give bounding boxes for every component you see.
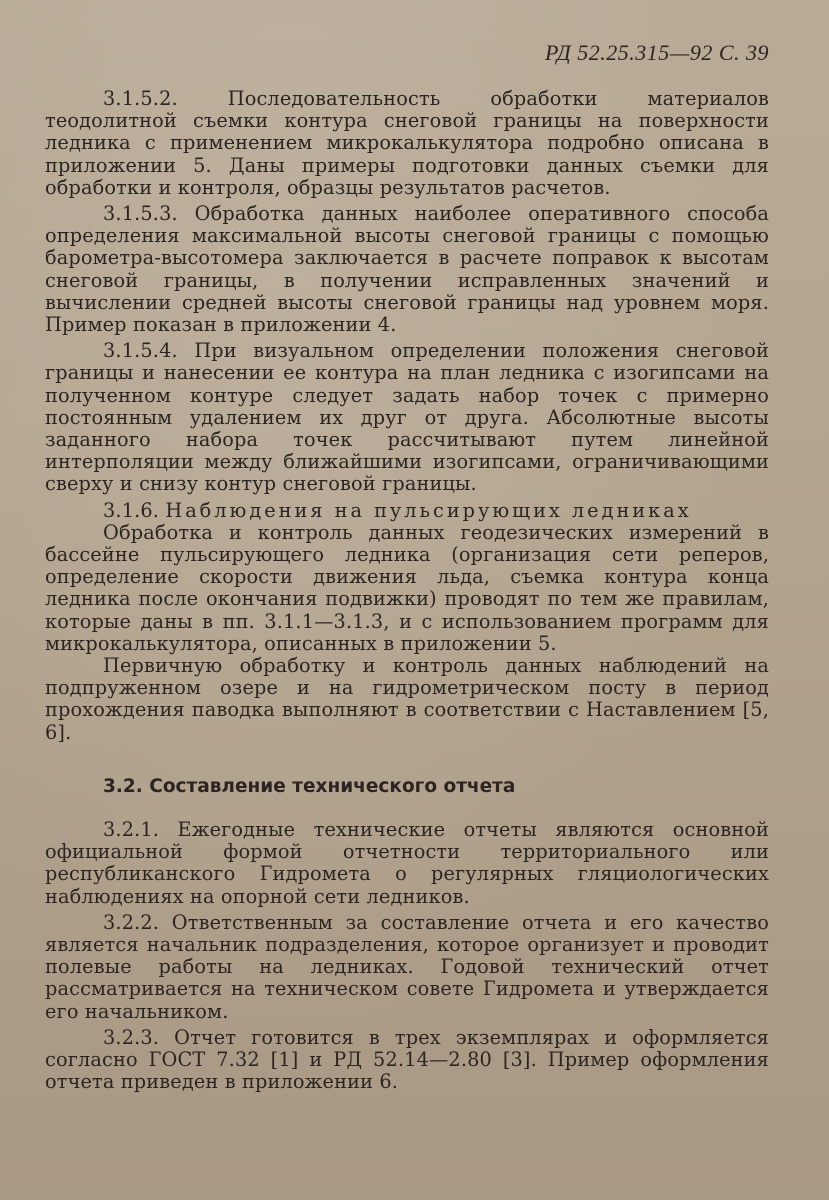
paragraph-3-1-6-flood: Первичную обработку и контроль данных наблюдений на подпруженном озере и на гидрометрическом посту в период прохождения паводка выполняют в соответствии с Наставлением [5, 6]. xyxy=(45,654,769,744)
running-header: РД 52.25.315—92 С. 39 xyxy=(545,40,769,65)
paragraph-3-1-5-2: 3.1.5.2. Последовательность обработки материалов теодолитной съемки контура снеговой границы на поверхности ледника с применением микрокалькулятора подробно описана в приложении 5. Даны примеры подготовки данных съемки для обработки и контроля, образцы результатов расчетов. xyxy=(45,87,769,199)
paragraph-3-1-6-body: Обработка и контроль данных геодезических измерений в бассейне пульсирующего ледника (организация сети реперов, определение скорости движения льда, съемка контура конца ледника после окончания подвижки) проводят по тем же правилам, которые даны в пп. 3.1.1—3.1.3, и с использованием программ для микрокалькулятора, описанных в приложении 5. xyxy=(45,520,769,655)
paragraph-3-2-3: 3.2.3. Отчет готовится в трех экземплярах и оформляется согласно ГОСТ 7.32 [1] и РД 52.14—2.80 [3]. Пример оформления отчета приведен в приложении 6. xyxy=(45,1025,769,1094)
paragraph-3-2-2: 3.2.2. Ответственным за составление отчета и его качество является начальник подразделения, которое организует и проводит полевые работы на ледниках. Годовой технический отчет рассматривается на техническом совете Гидромета и утверждается его начальником. xyxy=(45,910,769,1023)
subsection-title-text: Наблюдения на пульсирующих ледниках xyxy=(165,498,692,522)
subsection-3-1-6-title xyxy=(45,500,769,522)
paragraph-3-1-5-4: 3.1.5.4. При визуальном определении положения снеговой границы и нанесении ее контура на план ледника с изогипсами на полученном контуре следует задать набор точек с примерно постоянным удалением их друг от друга. Абсолютные высоты заданного набора точек рассчитывают путем линейной интерполяции между ближайшими изогипсами, ограничивающими сверху и снизу контур снеговой границы. xyxy=(45,339,769,496)
section-3-2-heading: 3.2. Составление технического отчета xyxy=(103,775,516,797)
paragraph-3-2-1: 3.2.1. Ежегодные технические отчеты являются основной официальной формой отчетности территориального или республиканского Гидромета о регулярных гляциологических наблюдениях на опорной сети ледников. xyxy=(45,817,769,908)
subsection-number: 3.1.6. xyxy=(103,498,160,522)
paragraph-3-1-5-3: 3.1.5.3. Обработка данных наиболее оперативного способа определения максимальной высоты снеговой границы с помощью барометра-высотомера заключается в расчете поправок к высотам снеговой границы, в получении исправленных значений и вычислении средней высоты снеговой границы над уровнем моря. Пример показан в приложении 4. xyxy=(45,202,769,337)
